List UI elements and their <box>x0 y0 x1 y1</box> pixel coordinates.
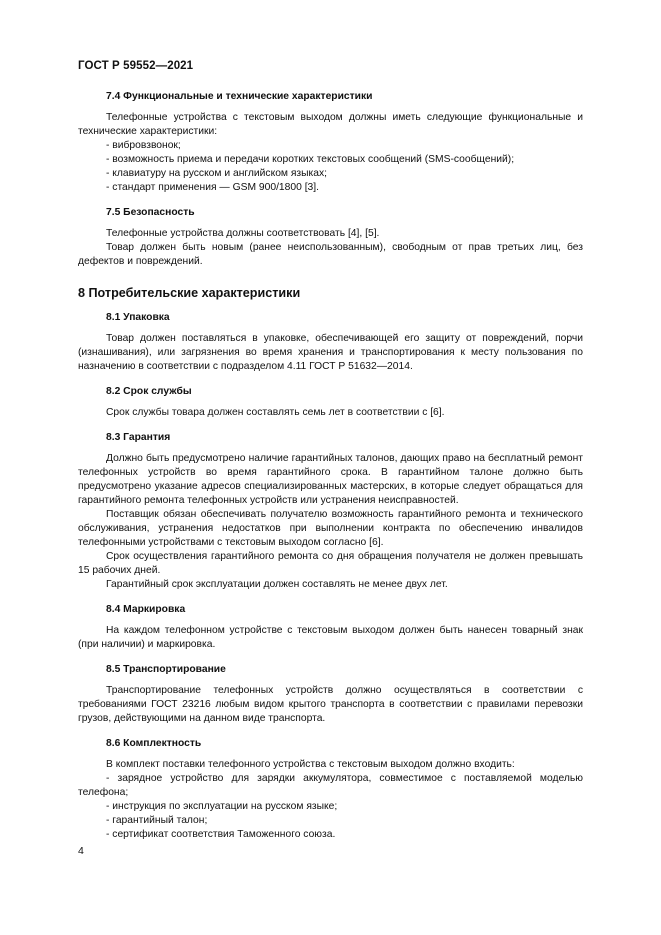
section-8-1-heading: 8.1 Упаковка <box>106 312 170 323</box>
list-item: - сертификат соответствия Таможенного союза. <box>106 829 336 840</box>
section-8-5-heading: 8.5 Транспортирование <box>106 664 226 675</box>
section-8-3-heading: 8.3 Гарантия <box>106 432 171 443</box>
section-8-1-paragraph: Товар должен поставляться в упаковке, обеспечивающей его защиту от повреждений, порчи (изнашивания), или загрязнения во время хранения и транспортирования к месту пользования по назначению в соответствии с подразделом 4.11 ГОСТ Р 51632—2014. <box>78 333 583 372</box>
document-code: ГОСТ Р 59552—2021 <box>78 60 194 72</box>
section-8-3-paragraph-4: Гарантийный срок эксплуатации должен составлять не менее двух лет. <box>106 579 448 590</box>
section-8-4-heading: 8.4 Маркировка <box>106 604 186 615</box>
section-8-heading: 8 Потребительские характеристики <box>78 286 301 300</box>
section-8-3-paragraph-3: Срок осуществления гарантийного ремонта со дня обращения получателя не должен превышать 15 рабочих дней. <box>78 551 583 576</box>
section-8-6-intro: В комплект поставки телефонного устройства с текстовым выходом должно входить: <box>106 759 515 770</box>
list-item: - вибровзвонок; <box>106 140 181 151</box>
section-8-3-paragraph-2: Поставщик обязан обеспечивать получателю возможность гарантийного ремонта и технического обслуживания, устранения недостатков при выполнении контракта по обеспечению инвалидов телефонными устройствами с текстовым выходом согласно [6]. <box>78 509 583 548</box>
section-7-4-intro: Телефонные устройства с текстовым выходом должны иметь следующие функциональные и технические характеристики: <box>78 112 583 137</box>
section-7-5-heading: 7.5 Безопасность <box>106 207 195 218</box>
section-7-5-paragraph-1: Телефонные устройства должны соответствовать [4], [5]. <box>106 228 380 239</box>
section-8-2-paragraph: Срок службы товара должен составлять семь лет в соответствии с [6]. <box>106 407 445 418</box>
list-item: - инструкция по эксплуатации на русском языке; <box>106 801 338 812</box>
document-body <box>78 90 583 842</box>
list-item: - стандарт применения — GSM 900/1800 [3]. <box>106 182 320 193</box>
list-item: - гарантийный талон; <box>106 815 208 826</box>
section-8-3-paragraph-1: Должно быть предусмотрено наличие гарантийных талонов, дающих право на бесплатный ремонт телефонных устройств во время гарантийного срока. В гарантийном талоне должно быть предусмотрено указание адресов специализированных мастерских, в которые следует обращаться для гарантийного ремонта телефонных устройств или устранения неисправностей. <box>78 453 583 506</box>
section-7-4-heading: 7.4 Функциональные и технические характеристики <box>106 91 373 102</box>
page-number: 4 <box>78 845 84 857</box>
section-8-5-paragraph: Транспортирование телефонных устройств должно осуществляться в соответствии с требованиями ГОСТ 23216 любым видом крытого транспорта в соответствии с правилами перевозки грузов, действующими на данном виде транспорта. <box>78 685 583 724</box>
section-8-2-heading: 8.2 Срок службы <box>106 386 192 397</box>
section-8-6-heading: 8.6 Комплектность <box>106 738 202 749</box>
section-8-4-paragraph: На каждом телефонном устройстве с текстовым выходом должен быть нанесен товарный знак (при наличии) и маркировка. <box>78 625 583 650</box>
section-7-5-paragraph-2: Товар должен быть новым (ранее неиспользованным), свободным от прав третьих лиц, без дефектов и повреждений. <box>78 242 583 267</box>
list-item: - возможность приема и передачи коротких текстовых сообщений (SMS-сообщений); <box>106 154 515 165</box>
list-item: - зарядное устройство для зарядки аккумулятора, совместимое с поставляемой моделью телефона; <box>78 773 583 798</box>
list-item: - клавиатуру на русском и английском языках; <box>106 168 328 179</box>
